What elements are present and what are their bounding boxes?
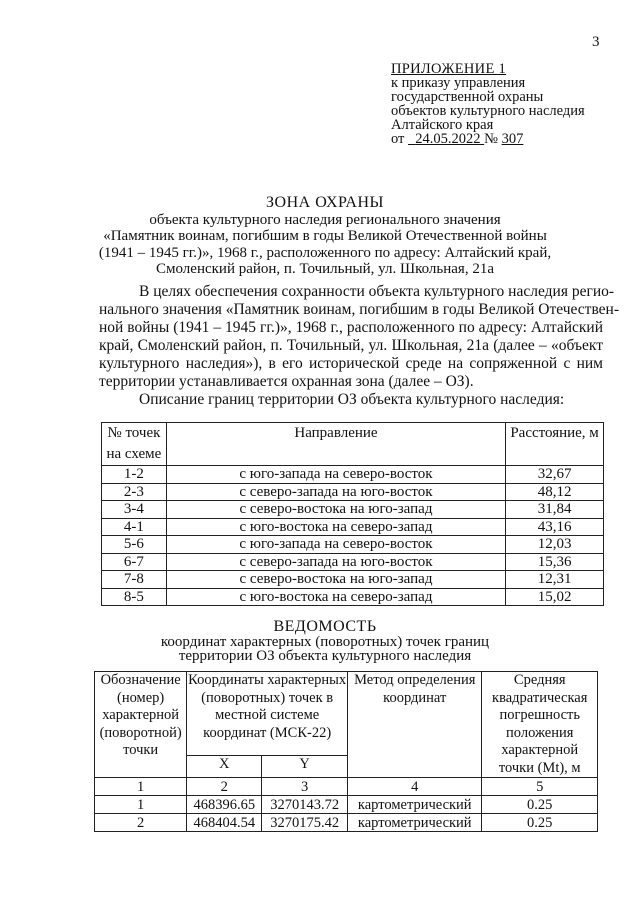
vedomost-title: ВЕДОМОСТЬ (273, 618, 377, 635)
distance-cell: 15,36 (506, 553, 604, 571)
point-number: 1 (95, 796, 187, 814)
distance-cell: 32,67 (506, 466, 604, 484)
paragraph-line: территории устанавливается охранная зона (далее – ОЗ). (99, 373, 474, 390)
order-date: 24.05.2022 (415, 131, 481, 147)
table-row (102, 588, 604, 606)
paragraph-line: культурного наследия»), в его исторической среде на сопряженной с ним (99, 355, 603, 372)
page-number: 3 (592, 34, 600, 50)
error-cell: 0.25 (482, 796, 598, 814)
direction-cell: с юго-востока на северо-запад (166, 588, 505, 606)
direction-cell: с северо-востока на юго-запад (166, 501, 505, 519)
direction-cell: с юго-запада на северо-восток (166, 466, 505, 484)
direction-cell: с северо-запада на юго-восток (166, 553, 505, 571)
paragraph-line: ной войны (1941 – 1945 гг.)», 1968 г., расположенного по адресу: Алтайский (99, 319, 603, 336)
header-method: Метод определения координат (348, 672, 482, 778)
date-prefix: от (391, 131, 405, 147)
segment-cell: 6-7 (102, 553, 167, 571)
column-number: 4 (348, 778, 482, 796)
column-number-row (95, 778, 598, 796)
table-row (95, 814, 598, 832)
appendix-block (391, 62, 631, 146)
vedomost-line: территории ОЗ объекта культурного наследия (178, 648, 472, 664)
distance-cell: 12,03 (506, 536, 604, 554)
distance-cell: 43,16 (506, 518, 604, 536)
appendix-line: Алтайского края (391, 117, 494, 133)
header-coordinates: Координаты характерных (поворотных) точек в местной системе координат (МСК-22) (187, 672, 348, 756)
zone-title-line: «Памятник воинам, погибшим в годы Великой Отечественной войны (103, 228, 547, 244)
y-coordinate: 3270143.72 (262, 796, 348, 814)
table-row (102, 483, 604, 501)
segment-cell: 1-2 (102, 466, 167, 484)
paragraph-line: В целях обеспечения сохранности объекта культурного наследия регио- (139, 283, 615, 300)
table-row (102, 553, 604, 571)
column-number: 1 (95, 778, 187, 796)
point-number: 2 (95, 814, 187, 832)
column-number: 2 (187, 778, 262, 796)
appendix-line: объектов культурного наследия (391, 103, 585, 119)
table-row (102, 536, 604, 554)
table-row (102, 518, 604, 536)
table-header-row (95, 672, 598, 756)
vedomost-line: координат характерных (поворотных) точек границ (160, 633, 490, 650)
segment-cell: 4-1 (102, 518, 167, 536)
zone-title-line: объекта культурного наследия регионального значения (149, 211, 501, 228)
table-row (102, 571, 604, 589)
header-y: Y (262, 756, 348, 778)
zone-title-block (60, 195, 590, 278)
order-number: 307 (501, 131, 524, 147)
method-cell: картометрический (348, 814, 482, 832)
boundaries-table (101, 422, 604, 606)
zone-title: ЗОНА ОХРАНЫ (266, 194, 384, 211)
vedomost-block (60, 620, 590, 664)
error-cell: 0.25 (482, 814, 598, 832)
body-paragraph (99, 283, 620, 409)
description-line: Описание границ территории ОЗ объекта культурного наследия: (139, 391, 565, 408)
distance-cell: 12,31 (506, 571, 604, 589)
header-error: Средняя квадратическая погрешность положения характерной точки (Mt), м (482, 672, 598, 778)
segment-cell: 2-3 (102, 483, 167, 501)
table-row (102, 466, 604, 484)
table-row (95, 796, 598, 814)
header-direction: Направление (166, 423, 505, 466)
appendix-heading: ПРИЛОЖЕНИЕ 1 (391, 61, 507, 77)
distance-cell: 15,02 (506, 588, 604, 606)
segment-cell: 3-4 (102, 501, 167, 519)
number-prefix: № (484, 131, 498, 147)
segment-cell: 5-6 (102, 536, 167, 554)
segment-cell: 8-5 (102, 588, 167, 606)
table-header-row (102, 423, 604, 466)
header-x: X (187, 756, 262, 778)
y-coordinate: 3270175.42 (262, 814, 348, 832)
column-number: 3 (262, 778, 348, 796)
distance-cell: 48,12 (506, 483, 604, 501)
direction-cell: с северо-востока на юго-запад (166, 571, 505, 589)
paragraph-line: нального значения «Памятник воинам, погибшим в годы Великой Отечествен- (99, 301, 620, 318)
table-row (102, 501, 604, 519)
distance-cell: 31,84 (506, 501, 604, 519)
header-distance: Расстояние, м (506, 423, 604, 466)
direction-cell: с северо-запада на юго-восток (166, 483, 505, 501)
method-cell: картометрический (348, 796, 482, 814)
segment-cell: 7-8 (102, 571, 167, 589)
direction-cell: с юго-востока на северо-запад (166, 518, 505, 536)
zone-title-line: Смоленский район, п. Точильный, ул. Школьная, 21а (156, 261, 494, 277)
appendix-line: к приказу управления (391, 75, 526, 91)
paragraph-line: край, Смоленский район, п. Точильный, ул. Школьная, 21а (далее – «объект (99, 337, 603, 354)
coordinates-table (94, 671, 598, 832)
direction-cell: с юго-запада на северо-восток (166, 536, 505, 554)
header-designation: Обозначение (номер) характерной (поворотной) точки (95, 672, 187, 778)
appendix-date-line (391, 132, 631, 146)
column-number: 5 (482, 778, 598, 796)
header-point-numbers: № точек на схеме (102, 423, 167, 466)
x-coordinate: 468404.54 (187, 814, 262, 832)
appendix-line: государственной охраны (391, 89, 544, 105)
x-coordinate: 468396.65 (187, 796, 262, 814)
zone-title-line: (1941 – 1945 гг.)», 1968 г., расположенного по адресу: Алтайский край, (98, 244, 552, 261)
